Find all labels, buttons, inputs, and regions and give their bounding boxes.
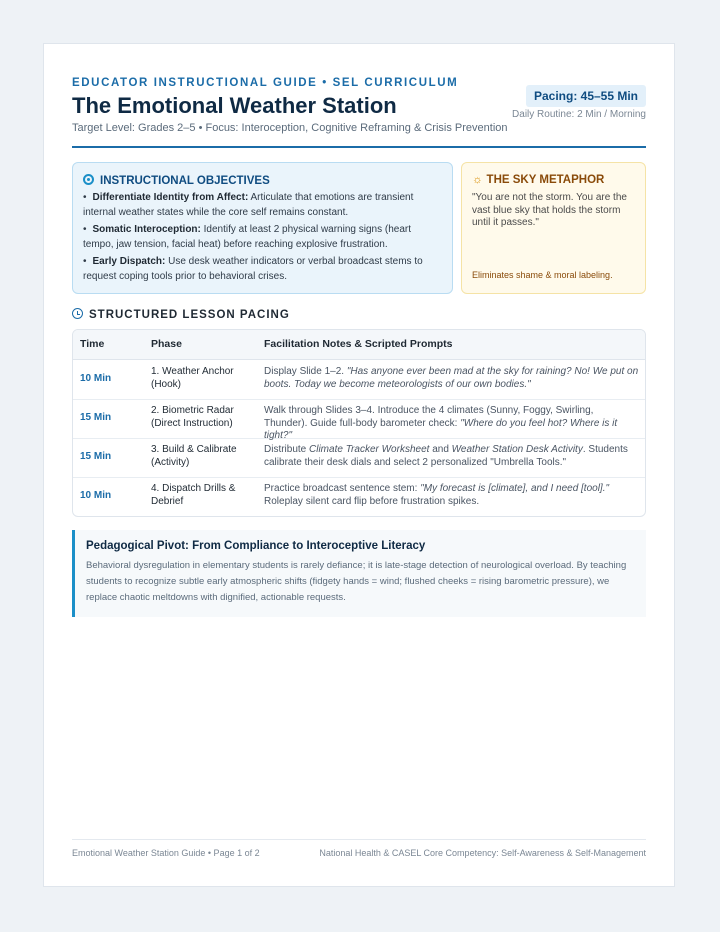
table-row	[73, 360, 645, 400]
row-phase: 4. Dispatch Drills & Debrief	[151, 483, 236, 507]
sky-title: THE SKY METAPHOR	[486, 174, 605, 186]
row-phase: 3. Build & Calibrate (Activity)	[151, 444, 237, 468]
objective-item	[83, 223, 444, 252]
header-time: Time	[80, 338, 105, 350]
page-subtitle: Target Level: Grades 2–5 • Focus: Interoception, Cognitive Reframing & Crisis Prevention	[72, 122, 508, 134]
pedagogical-pivot-callout	[72, 530, 646, 617]
row-time: 10 Min	[80, 373, 112, 384]
footer-left: Emotional Weather Station Guide • Page 1 of 2	[72, 848, 260, 858]
pivot-body: Behavioral dysregulation in elementary students is rarely defiance; it is late-stage detection of neurological overload. By teaching students to recognize subtle early atmospheric shifts (fidgety hands = wind; flushed cheeks = rising barometric pressure), we replace chaotic meltdowns with dignified, actionable requests.	[86, 560, 627, 603]
scripted-prompt: "Has anyone ever been mad at the sky for raining? No! We put on boots. Today we become meteorologists of our own bodies."	[264, 366, 639, 390]
note-text: Display Slide 1–2.	[264, 366, 347, 377]
objective-label: Early Dispatch:	[92, 256, 166, 267]
objective-item	[83, 191, 444, 220]
row-phase: 2. Biometric Radar (Direct Instruction)	[151, 405, 234, 429]
page-footer	[72, 839, 646, 860]
pacing-title: STRUCTURED LESSON PACING	[89, 309, 290, 321]
header-divider	[72, 146, 646, 148]
daily-routine: Daily Routine: 2 Min / Morning	[512, 109, 646, 120]
objectives-heading	[83, 174, 270, 187]
objective-item	[83, 255, 444, 284]
scripted-prompt: Climate Tracker Worksheet	[309, 444, 430, 455]
note-text: Distribute	[264, 444, 310, 455]
objectives-card	[72, 162, 453, 294]
scripted-prompt: "Where do you feel hot? Where is it tight?"	[264, 417, 618, 441]
pivot-title: Pedagogical Pivot: From Compliance to Interoceptive Literacy	[86, 540, 426, 552]
row-phase: 1. Weather Anchor (Hook)	[151, 366, 234, 390]
pacing-table	[72, 329, 646, 517]
header-phase: Phase	[151, 338, 182, 350]
row-notes	[264, 483, 639, 508]
sun-icon: ☼	[472, 174, 483, 186]
scripted-prompt: Weather Station Desk Activity	[451, 444, 583, 455]
note-text: . Students calibrate their desk dials and select 2 personalized "Umbrella Tools."	[264, 444, 628, 468]
row-time: 10 Min	[80, 490, 112, 501]
table-row	[73, 399, 645, 439]
footer-right: National Health & CASEL Core Competency: Self-Awareness & Self-Management	[319, 848, 646, 858]
objective-text: Articulate that emotions are transient internal weather states while the core self remains constant.	[83, 192, 414, 218]
objectives-list	[83, 191, 444, 287]
objective-text: Identify at least 2 physical warning signs (heart tempo, jaw tension, facial heat) before reaching explosive frustration.	[83, 224, 411, 250]
table-header	[73, 330, 645, 360]
note-text: Walk through Slides 3–4. Introduce the 4 climates (Sunny, Foggy, Swirling, Thunder). Guide full-body barometer check:	[264, 405, 594, 429]
objective-text: Use desk weather indicators or verbal broadcast stems to request coping tools prior to behavioral crises.	[83, 256, 423, 282]
pacing-badge: Pacing: 45–55 Min	[526, 85, 646, 107]
row-notes	[264, 405, 639, 443]
clock-icon	[72, 308, 83, 319]
table-row	[73, 477, 645, 516]
eyebrow-label: EDUCATOR INSTRUCTIONAL GUIDE • SEL CURRICULUM	[72, 77, 459, 89]
header-notes: Facilitation Notes & Scripted Prompts	[264, 338, 453, 350]
row-time: 15 Min	[80, 412, 112, 423]
note-text: Roleplay silent card flip before frustration spikes.	[264, 495, 480, 507]
pacing-heading	[72, 308, 290, 321]
sky-metaphor-card	[461, 162, 646, 294]
row-time: 15 Min	[80, 451, 112, 462]
target-icon	[83, 174, 94, 185]
page-title: The Emotional Weather Station	[72, 93, 397, 118]
row-notes	[264, 366, 639, 391]
sky-heading	[472, 174, 604, 186]
objective-label: Differentiate Identity from Affect:	[92, 192, 249, 203]
note-text: Practice broadcast sentence stem:	[264, 483, 421, 494]
row-notes	[264, 444, 639, 469]
objectives-title: INSTRUCTIONAL OBJECTIVES	[100, 175, 270, 187]
guide-page	[43, 43, 675, 887]
objective-label: Somatic Interoception:	[92, 224, 201, 235]
sky-quote: "You are not the storm. You are the vast blue sky that holds the storm until it passes."	[472, 192, 627, 228]
note-text: and	[429, 444, 452, 455]
sky-note: Eliminates shame & moral labeling.	[472, 270, 613, 280]
scripted-prompt: "My forecast is [climate], and I need [tool]."	[420, 483, 610, 494]
table-row	[73, 438, 645, 478]
